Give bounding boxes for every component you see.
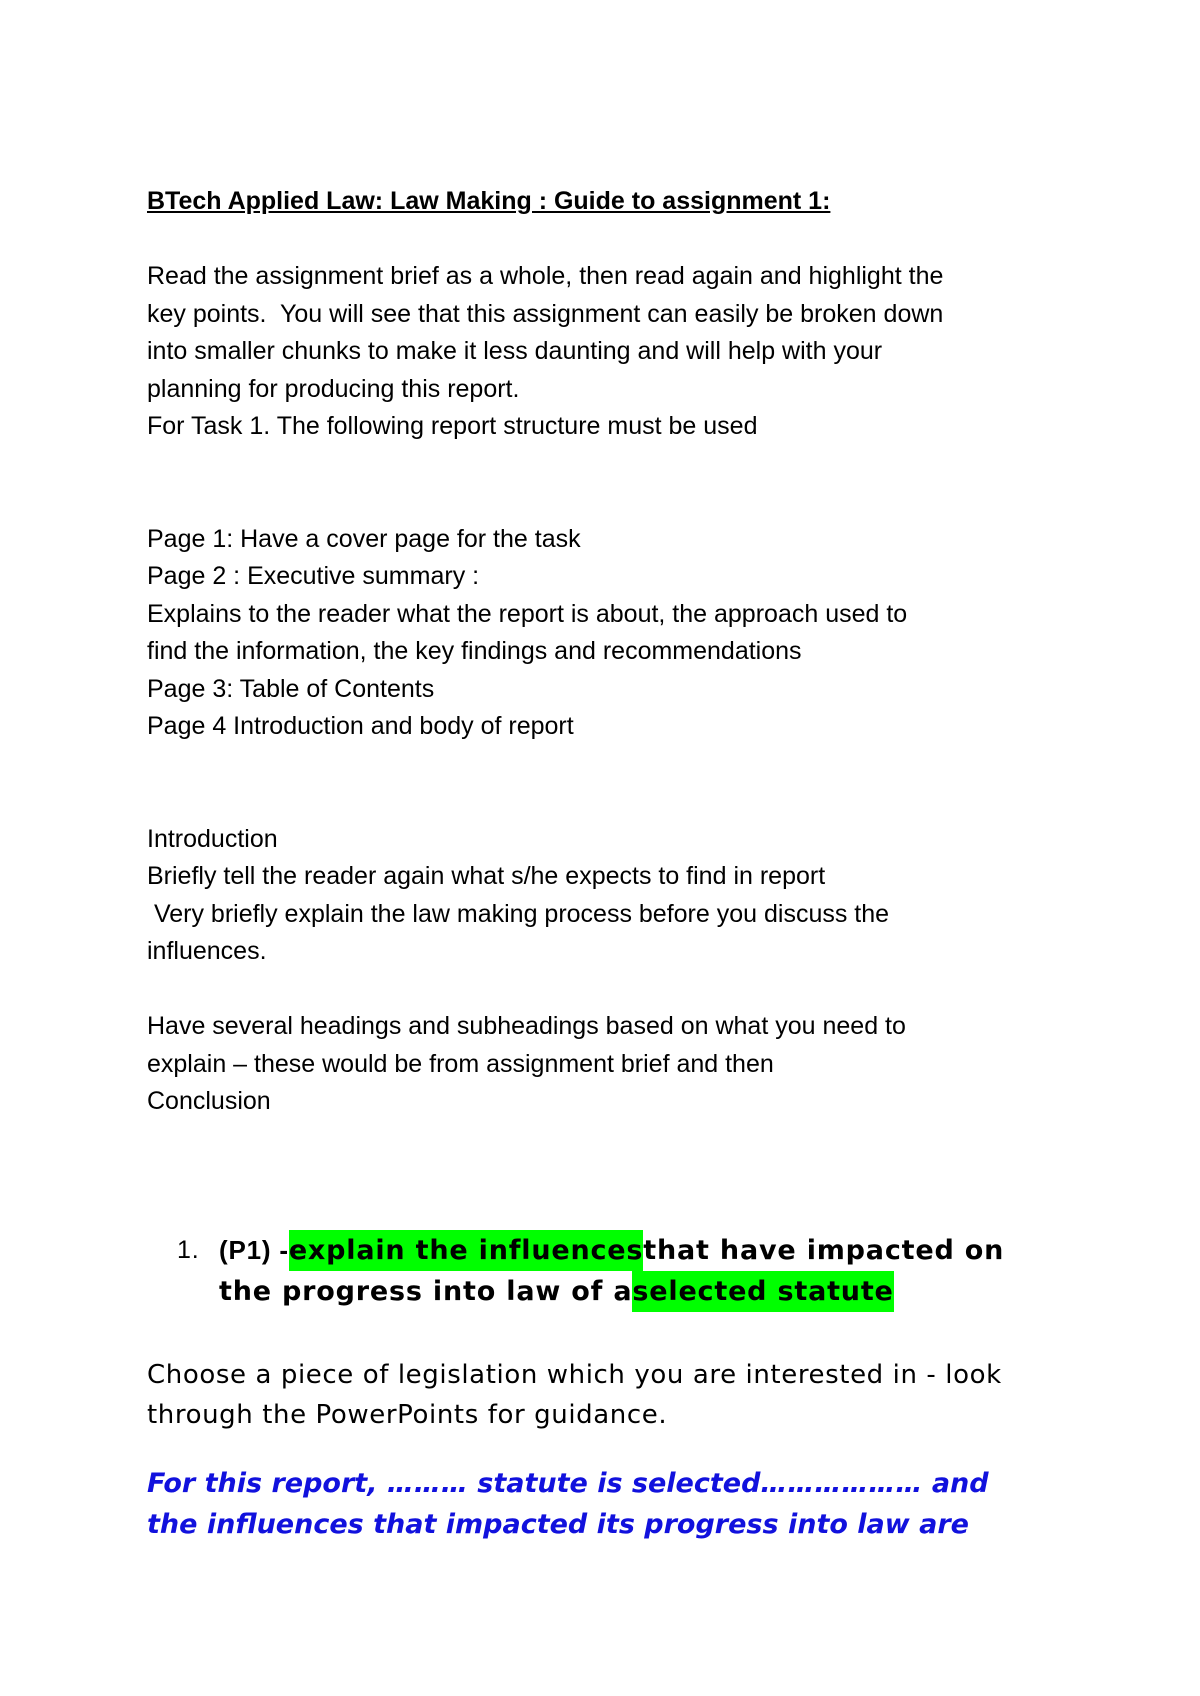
report-structure-list	[147, 521, 1077, 746]
report-line: For this report, ……… statute is selected……………… and	[147, 1468, 989, 1499]
introduction-line: Briefly tell the reader again what s/he expects to find in report	[147, 862, 826, 890]
report-statement	[147, 1463, 1077, 1545]
choose-line: through the PowerPoints for guidance.	[147, 1400, 668, 1430]
intro-line: into smaller chunks to make it less daunting and will help with your	[147, 337, 883, 365]
intro-line: key points. You will see that this assignment can easily be broken down	[147, 299, 944, 328]
document-title: BTech Applied Law: Law Making : Guide to assignment 1:	[147, 187, 831, 215]
introduction-line: Introduction	[147, 824, 278, 853]
intro-line: Read the assignment brief as a whole, then read again and highlight the	[147, 262, 944, 290]
task-label: (P1) -	[219, 1235, 289, 1265]
task-text: that have impacted on	[643, 1235, 1005, 1266]
introduction-section	[147, 821, 1077, 971]
document-body	[147, 183, 1077, 1121]
structure-line: Page 4 Introduction and body of report	[147, 712, 574, 740]
list-number: 1.	[177, 1236, 200, 1264]
choose-line: Choose a piece of legislation which you are interested in - look	[147, 1360, 1002, 1390]
task-p1-item	[177, 1230, 1057, 1312]
structure-line: Page 3: Table of Contents	[147, 674, 435, 703]
choose-paragraph	[147, 1355, 1067, 1435]
intro-line: planning for producing this report.	[147, 374, 520, 403]
structure-line: Page 1: Have a cover page for the task	[147, 524, 581, 553]
headings-paragraph	[147, 1008, 1077, 1121]
headings-line: Conclusion	[147, 1087, 271, 1115]
introduction-line: influences.	[147, 937, 267, 965]
introduction-line: Very briefly explain the law making process before you discuss the	[147, 899, 890, 928]
task-p1-line	[177, 1230, 1057, 1271]
highlighted-text: explain the influences	[289, 1230, 643, 1271]
structure-line: Page 2 : Executive summary :	[147, 562, 480, 590]
report-line: the influences that impacted its progress into law are	[147, 1509, 969, 1540]
headings-line: Have several headings and subheadings based on what you need to	[147, 1012, 906, 1040]
highlighted-text: selected statute	[632, 1271, 893, 1312]
intro-line: For Task 1. The following report structure must be used	[147, 412, 758, 440]
headings-line: explain – these would be from assignment brief and then	[147, 1049, 774, 1078]
structure-line: Explains to the reader what the report is about, the approach used to	[147, 599, 908, 628]
task-p1-line	[177, 1271, 1057, 1312]
structure-line: find the information, the key findings and recommendations	[147, 637, 802, 665]
task-text: the progress into law of a	[219, 1276, 633, 1307]
intro-paragraph	[147, 258, 1077, 446]
